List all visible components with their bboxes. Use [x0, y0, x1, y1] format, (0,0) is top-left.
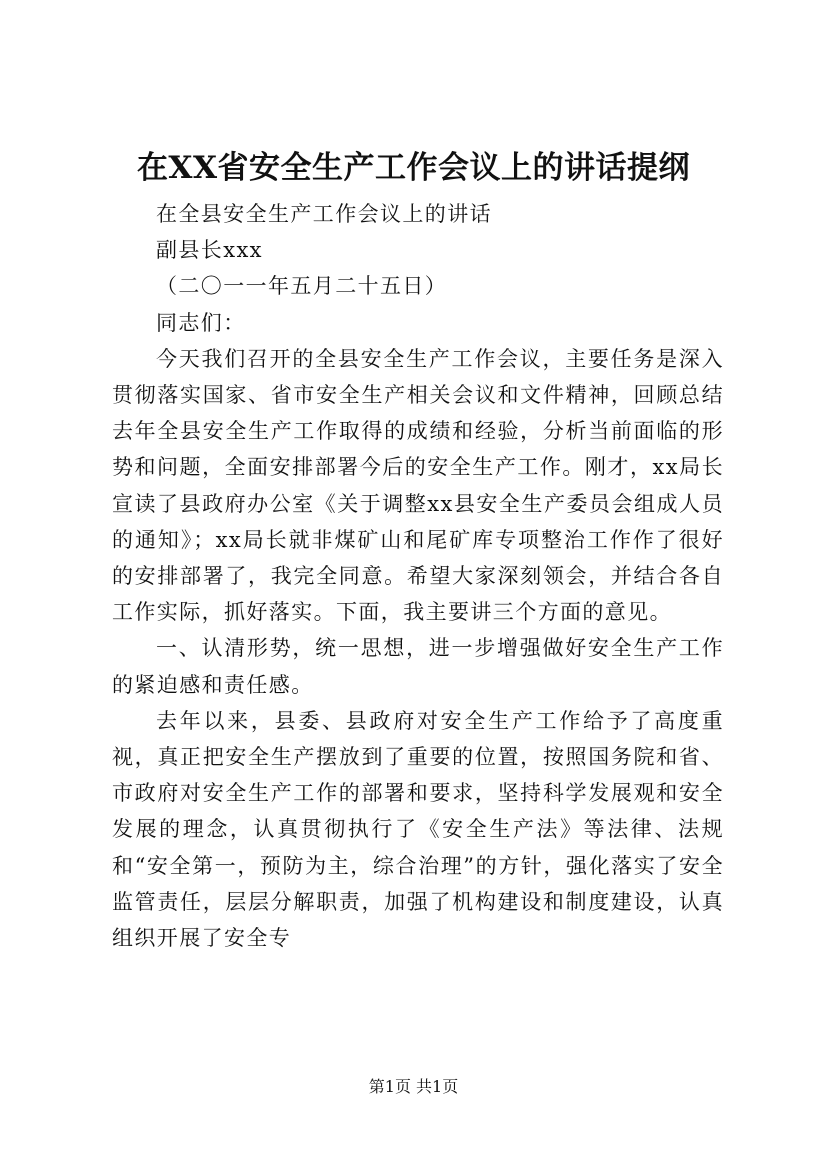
document-body	[112, 196, 724, 956]
speech-date: （二〇一一年五月二十五日）	[156, 274, 448, 299]
speaker-name: 副县长xxx	[156, 238, 263, 263]
body-paragraph: 去年以来，县委、县政府对安全生产工作给予了高度重视，真正把安全生产摆放到了重要的位置，按照国务院和省、市政府对安全生产工作的部署和要求，坚持科学发展观和安全发展的理念，认真贯彻执行了《安全生产法》等法律、法规和“安全第一，预防为主，综合治理”的方针，强化落实了安全监管责任，层层分解职责，加强了机构建设和制度建设，认真组织开展了安全专	[112, 708, 724, 951]
section-heading: 一、认清形势，统一思想，进一步增强做好安全生产工作的紧迫感和责任感。	[112, 636, 724, 697]
salutation: 同志们：	[156, 310, 246, 335]
document-title: 在XX省安全生产工作会议上的讲话提纲	[136, 150, 691, 186]
body-paragraph: 今天我们召开的全县安全生产工作会议，主要任务是深入贯彻落实国家、省市安全生产相关会议和文件精神，回顾总结去年全县安全生产工作取得的成绩和经验，分析当前面临的形势和问题，全面安排部署今后的安全生产工作。刚才，xx局长宣读了县政府办公室《关于调整xx县安全生产委员会组成人员的通知》；xx局长就非煤矿山和尾矿库专项整治工作作了很好的安排部署了，我完全同意。希望大家深刻领会，并结合各自工作实际，抓好落实。下面，我主要讲三个方面的意见。	[112, 346, 724, 625]
speech-occasion: 在全县安全生产工作会议上的讲话	[156, 202, 492, 226]
page-footer: 第1页 共1页	[368, 1077, 459, 1096]
